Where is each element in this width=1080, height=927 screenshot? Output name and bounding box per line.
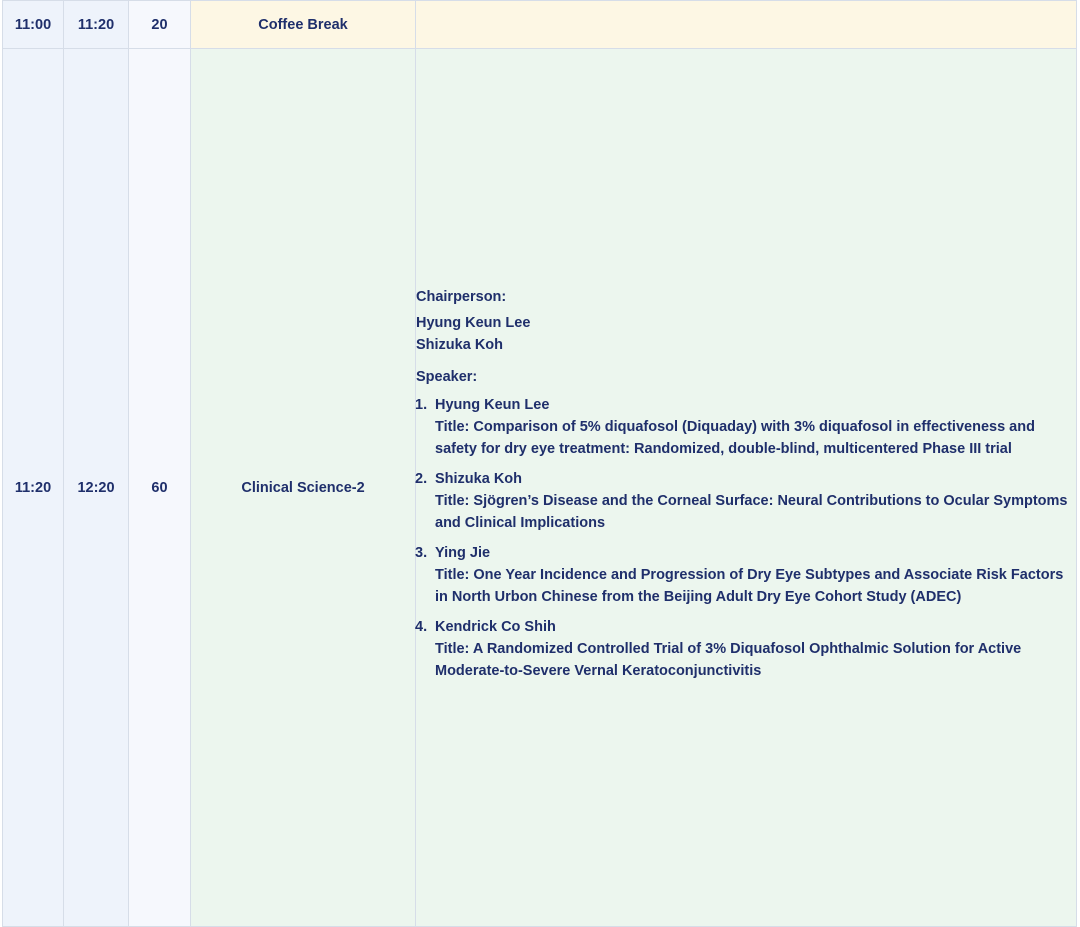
speaker-name: Hyung Keun Lee xyxy=(435,396,550,413)
talk-title: Title: Comparison of 5% diquafosol (Diquaday) with 3% diquafosol in effectiveness and safety for dry eye treatment: Randomized, double-blind, multicentered Phase III trial xyxy=(435,418,1035,457)
chairperson-list xyxy=(416,312,1076,356)
end-time: 12:20 xyxy=(64,49,129,927)
end-time: 11:20 xyxy=(64,1,129,49)
talk-title: Title: Sjögren’s Disease and the Corneal Surface: Neural Contributions to Ocular Symptoms and Clinical Implications xyxy=(435,492,1068,531)
duration: 20 xyxy=(129,1,191,49)
speaker-number: 2. xyxy=(415,470,428,487)
coffee-break-row xyxy=(3,1,1077,49)
duration: 60 xyxy=(129,49,191,927)
speaker-name: Shizuka Koh xyxy=(435,470,523,487)
session-title: Clinical Science-2 xyxy=(191,49,416,927)
talk-title: Title: A Randomized Controlled Trial of 3% Diquafosol Ophthalmic Solution for Active Moderate-to-Severe Vernal Keratoconjunctivitis xyxy=(435,640,1022,679)
speaker-number: 3. xyxy=(415,544,428,561)
chairperson-name: Shizuka Koh xyxy=(416,336,504,353)
speaker-number: 1. xyxy=(415,396,428,413)
session-detail xyxy=(416,1,1077,49)
session-detail xyxy=(416,49,1077,927)
chairperson-name: Hyung Keun Lee xyxy=(416,314,531,331)
speaker-number: 4. xyxy=(415,618,428,635)
speaker-name: Ying Jie xyxy=(435,544,491,561)
talk-title: Title: One Year Incidence and Progression of Dry Eye Subtypes and Associate Risk Factors in North Urbon Chinese from the Beijing Adult Dry Eye Cohort Study (ADEC) xyxy=(435,566,1064,605)
start-time: 11:00 xyxy=(3,1,64,49)
speaker-label: Speaker: xyxy=(416,368,478,385)
speaker-item xyxy=(416,542,1076,608)
speaker-name: Kendrick Co Shih xyxy=(435,618,556,635)
speaker-item xyxy=(416,394,1076,460)
speaker-item xyxy=(416,616,1076,682)
clinical-science-row xyxy=(3,49,1077,927)
speaker-list xyxy=(416,394,1076,682)
speaker-item xyxy=(416,468,1076,534)
start-time: 11:20 xyxy=(3,49,64,927)
chairperson-label: Chairperson: xyxy=(416,288,507,305)
session-title: Coffee Break xyxy=(191,1,416,49)
schedule-table xyxy=(2,0,1077,927)
